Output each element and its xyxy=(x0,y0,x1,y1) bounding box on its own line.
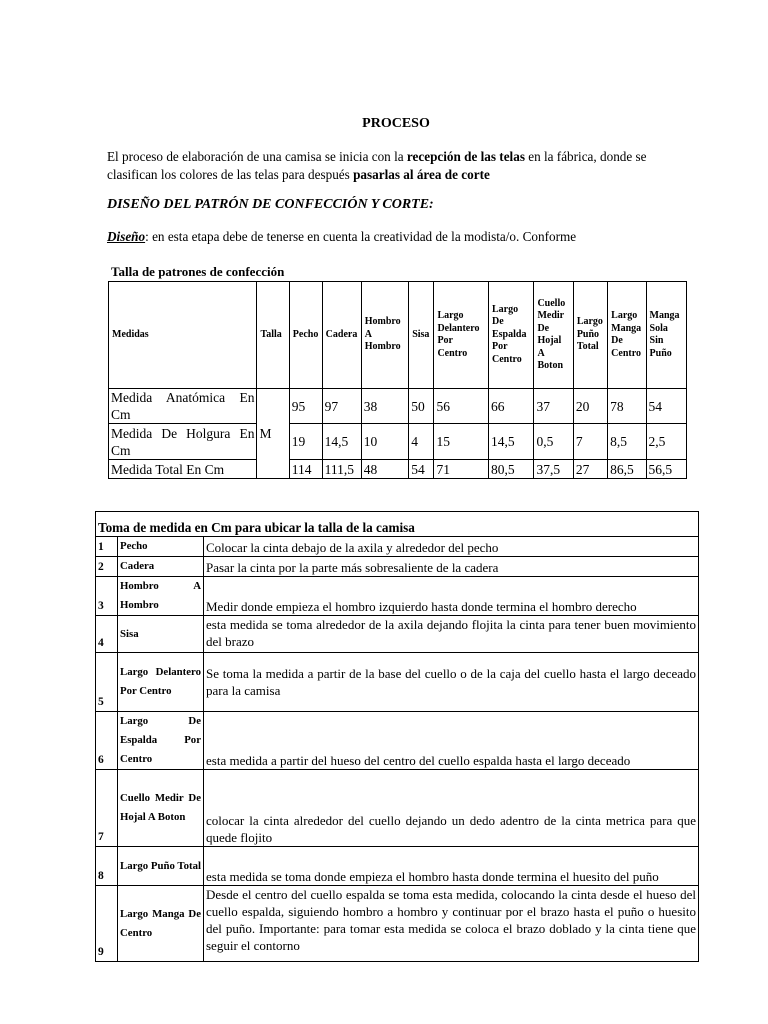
row-label: Medida Anatómica En Cm xyxy=(109,389,257,424)
table-cell: 14,5 xyxy=(322,424,361,460)
table-cell: 56 xyxy=(434,389,489,424)
row-label: Medida De Holgura En Cm xyxy=(109,424,257,460)
intro-bold-1: recepción de las telas xyxy=(406,149,525,164)
table-cell: 56,5 xyxy=(646,460,686,479)
intro-text-1: El proceso de elaboración de una camisa se inicia con la xyxy=(107,149,407,164)
row-number: 4 xyxy=(96,616,118,653)
row-number: 3 xyxy=(96,577,118,616)
table-cell: 14,5 xyxy=(488,424,533,460)
sizes-table xyxy=(108,281,687,479)
table-caption-row xyxy=(96,512,699,537)
row-number: 6 xyxy=(96,712,118,770)
measure-description: esta medida se toma alrededor de la axila dejando flojita la cinta para tener buen movimiento del brazo xyxy=(204,616,699,653)
table-row xyxy=(96,712,699,770)
header-cell: Pecho xyxy=(289,282,322,389)
table-row xyxy=(96,847,699,886)
header-cell: Manga Sola Sin Puño xyxy=(646,282,686,389)
intro-text-2: en la fábrica, donde se clasifican los colores de las telas para después xyxy=(107,149,647,182)
table-cell: 54 xyxy=(646,389,686,424)
table-header-row xyxy=(109,282,687,389)
table-cell: 95 xyxy=(289,389,322,424)
header-cell: Talla xyxy=(257,282,289,389)
header-cell: Largo Delantero Por Centro xyxy=(434,282,489,389)
table-row xyxy=(96,557,699,577)
table-cell: 80,5 xyxy=(488,460,533,479)
row-number: 1 xyxy=(96,537,118,557)
row-number: 9 xyxy=(96,886,118,962)
measure-name: Sisa xyxy=(118,616,204,653)
measurement-guide-table xyxy=(95,511,699,962)
measure-name: Cadera xyxy=(118,557,204,577)
table1-title: Talla de patrones de confección xyxy=(111,264,285,279)
table-row xyxy=(109,389,687,424)
measure-description: Se toma la medida a partir de la base del cuello o de la caja del cuello hasta el largo deceado para la camisa xyxy=(204,653,699,712)
measure-description: colocar la cinta alrededor del cuello dejando un dedo adentro de la cinta metrica para que quede flojito xyxy=(204,770,699,847)
page-title: PROCESO xyxy=(362,116,430,131)
table-cell: 48 xyxy=(361,460,408,479)
table2-caption: Toma de medida en Cm para ubicar la talla de la camisa xyxy=(96,512,699,537)
table-cell: 97 xyxy=(322,389,361,424)
table-cell: 10 xyxy=(361,424,408,460)
measure-name: Largo Puño Total xyxy=(118,847,204,886)
measure-description: Pasar la cinta por la parte más sobresaliente de la cadera xyxy=(204,557,699,577)
table-cell: 54 xyxy=(409,460,434,479)
header-cell: Cadera xyxy=(322,282,361,389)
header-cell: Cuello Medir De Hojal A Boton xyxy=(534,282,573,389)
measure-name: Cuello Medir De Hojal A Boton xyxy=(118,770,204,847)
header-cell: Largo De Espalda Por Centro xyxy=(488,282,533,389)
diseno-label: Diseño xyxy=(107,229,146,244)
measure-name: Largo De Espalda Por Centro xyxy=(118,712,204,770)
measure-description: Medir donde empieza el hombro izquierdo hasta donde termina el hombro derecho xyxy=(204,577,699,616)
header-cell: Largo Manga De Centro xyxy=(608,282,646,389)
measure-description: esta medida a partir del hueso del centro del cuello espalda hasta el largo deceado xyxy=(204,712,699,770)
header-cell: Sisa xyxy=(409,282,434,389)
table-cell: 15 xyxy=(434,424,489,460)
table-cell: 2,5 xyxy=(646,424,686,460)
talla-cell: M xyxy=(257,389,289,479)
row-number: 7 xyxy=(96,770,118,847)
measure-name: Largo Manga De Centro xyxy=(118,886,204,962)
table-row xyxy=(109,424,687,460)
row-number: 2 xyxy=(96,557,118,577)
table-cell: 0,5 xyxy=(534,424,573,460)
table-cell: 111,5 xyxy=(322,460,361,479)
row-number: 8 xyxy=(96,847,118,886)
table-cell: 27 xyxy=(573,460,607,479)
table-cell: 20 xyxy=(573,389,607,424)
intro-bold-2: pasarlas al área de corte xyxy=(353,167,490,182)
measure-description: esta medida se toma donde empieza el hombro hasta donde termina el huesito del puño xyxy=(204,847,699,886)
table-row xyxy=(96,616,699,653)
measure-name: Largo Delantero Por Centro xyxy=(118,653,204,712)
table-row xyxy=(109,460,687,479)
diseno-text: : en esta etapa debe de tenerse en cuenta la creatividad de la modista/o. Conforme xyxy=(145,229,577,244)
header-cell: Hombro A Hombro xyxy=(361,282,408,389)
table-cell: 71 xyxy=(434,460,489,479)
table-cell: 86,5 xyxy=(608,460,646,479)
intro-paragraph xyxy=(107,148,697,184)
table-cell: 4 xyxy=(409,424,434,460)
measure-name: Hombro A Hombro xyxy=(118,577,204,616)
table-cell: 50 xyxy=(409,389,434,424)
row-number: 5 xyxy=(96,653,118,712)
section-heading: DISEÑO DEL PATRÓN DE CONFECCIÓN Y CORTE: xyxy=(107,197,434,212)
table-row xyxy=(96,653,699,712)
table-row xyxy=(96,770,699,847)
table-cell: 114 xyxy=(289,460,322,479)
header-cell: Largo Puño Total xyxy=(573,282,607,389)
header-cell: Medidas xyxy=(109,282,257,389)
table-cell: 37,5 xyxy=(534,460,573,479)
table-cell: 37 xyxy=(534,389,573,424)
table-row xyxy=(96,886,699,962)
diseno-paragraph xyxy=(107,229,576,245)
measure-description: Colocar la cinta debajo de la axila y alrededor del pecho xyxy=(204,537,699,557)
table-cell: 66 xyxy=(488,389,533,424)
table-row xyxy=(96,577,699,616)
measure-description: Desde el centro del cuello espalda se toma esta medida, colocando la cinta desde el hueso del cuello espalda, siguiendo hombro a hombro y continuar por el brazo hasta el puño o huesito del puño. Importante: para tomar esta medida se coloca el brazo doblado y la cinta tiene que seguir el contorno xyxy=(204,886,699,962)
row-label: Medida Total En Cm xyxy=(109,460,257,479)
table-cell: 8,5 xyxy=(608,424,646,460)
table-cell: 38 xyxy=(361,389,408,424)
table-row xyxy=(96,537,699,557)
measure-name: Pecho xyxy=(118,537,204,557)
table-cell: 19 xyxy=(289,424,322,460)
table-cell: 7 xyxy=(573,424,607,460)
table-cell: 78 xyxy=(608,389,646,424)
